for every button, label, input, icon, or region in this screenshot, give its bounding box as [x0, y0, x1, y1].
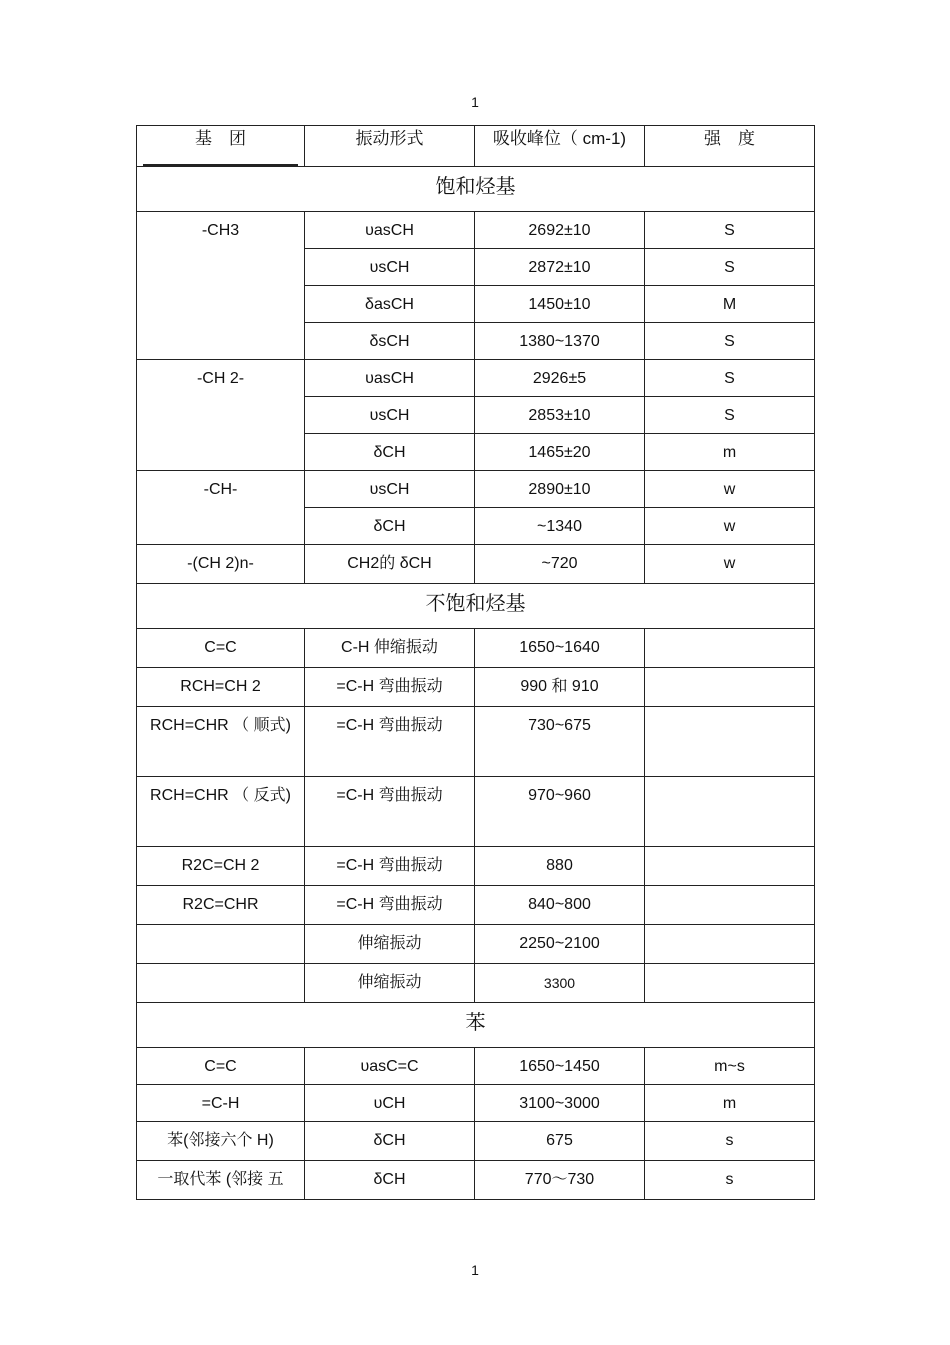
intensity-cell	[645, 629, 815, 668]
intensity-cell: S	[645, 249, 815, 286]
section-title-unsaturated: 不饱和烃基	[137, 584, 815, 629]
table-row	[137, 1085, 815, 1122]
mode-cell: υsCH	[305, 397, 475, 434]
table-row	[137, 925, 815, 964]
table-row	[137, 847, 815, 886]
peak-cell: ~720	[475, 545, 645, 584]
group-cell: RCH=CHR （ 顺式)	[137, 707, 305, 777]
group-cell: C=C	[137, 1048, 305, 1085]
intensity-cell: w	[645, 545, 815, 584]
peak-cell: 840~800	[475, 886, 645, 925]
table-row	[137, 360, 815, 397]
section-row-benzene	[137, 1003, 815, 1048]
group-cell: R2C=CHR	[137, 886, 305, 925]
page-number-bottom: 1	[471, 1262, 479, 1278]
intensity-cell: S	[645, 397, 815, 434]
intensity-cell: m	[645, 434, 815, 471]
intensity-cell	[645, 668, 815, 707]
section-title-benzene: 苯	[137, 1003, 815, 1048]
intensity-cell	[645, 707, 815, 777]
page-number-top: 1	[471, 94, 479, 110]
group-cell: R2C=CH 2	[137, 847, 305, 886]
peak-cell: 970~960	[475, 777, 645, 847]
peak-cell: 1380~1370	[475, 323, 645, 360]
mode-cell: υasCH	[305, 212, 475, 249]
intensity-cell: s	[645, 1161, 815, 1200]
group-cell: 一取代苯 (邻接 五	[137, 1161, 305, 1200]
mode-cell: δCH	[305, 1161, 475, 1200]
group-cell: RCH=CH 2	[137, 668, 305, 707]
peak-cell: 2853±10	[475, 397, 645, 434]
header-intensity: 强 度	[645, 126, 815, 167]
group-cell: C=C	[137, 629, 305, 668]
peak-cell: 2692±10	[475, 212, 645, 249]
intensity-cell: S	[645, 212, 815, 249]
group-cell: -CH3	[137, 212, 305, 360]
mode-cell: C-H 伸缩振动	[305, 629, 475, 668]
peak-cell: 1650~1450	[475, 1048, 645, 1085]
intensity-cell: m~s	[645, 1048, 815, 1085]
table-row	[137, 964, 815, 1003]
intensity-cell: w	[645, 508, 815, 545]
section-row-unsaturated	[137, 584, 815, 629]
intensity-cell: S	[645, 360, 815, 397]
group-cell: 苯(邻接六个 H)	[137, 1122, 305, 1161]
group-cell: RCH=CHR （ 反式)	[137, 777, 305, 847]
table-row	[137, 629, 815, 668]
peak-cell: 2872±10	[475, 249, 645, 286]
mode-cell: =C-H 弯曲振动	[305, 886, 475, 925]
intensity-cell	[645, 925, 815, 964]
intensity-cell	[645, 886, 815, 925]
mode-cell: δCH	[305, 434, 475, 471]
section-row-saturated	[137, 167, 815, 212]
intensity-cell: w	[645, 471, 815, 508]
header-group: 基 团	[137, 126, 305, 167]
group-cell: -(CH 2)n-	[137, 545, 305, 584]
peak-cell: 3100~3000	[475, 1085, 645, 1122]
group-cell: -CH 2-	[137, 360, 305, 471]
intensity-cell: M	[645, 286, 815, 323]
header-peak: 吸收峰位（ cm-1)	[475, 126, 645, 167]
table-row	[137, 1048, 815, 1085]
mode-cell: =C-H 弯曲振动	[305, 777, 475, 847]
table-row	[137, 1161, 815, 1200]
section-title-saturated: 饱和烃基	[137, 167, 815, 212]
mode-cell: 伸缩振动	[305, 925, 475, 964]
table-row	[137, 777, 815, 847]
mode-cell: CH2的 δCH	[305, 545, 475, 584]
table-row	[137, 471, 815, 508]
mode-cell: δasCH	[305, 286, 475, 323]
mode-cell: =C-H 弯曲振动	[305, 668, 475, 707]
peak-cell: 1650~1640	[475, 629, 645, 668]
mode-cell: =C-H 弯曲振动	[305, 847, 475, 886]
intensity-cell	[645, 964, 815, 1003]
mode-cell: δsCH	[305, 323, 475, 360]
intensity-cell	[645, 847, 815, 886]
peak-cell: 730~675	[475, 707, 645, 777]
table-row	[137, 212, 815, 249]
mode-cell: υsCH	[305, 249, 475, 286]
header-mode: 振动形式	[305, 126, 475, 167]
header-row	[137, 126, 815, 167]
mode-cell: 伸缩振动	[305, 964, 475, 1003]
peak-cell: ~1340	[475, 508, 645, 545]
mode-cell: υCH	[305, 1085, 475, 1122]
table-row	[137, 545, 815, 584]
peak-cell: 3300	[475, 964, 645, 1003]
group-cell	[137, 925, 305, 964]
intensity-cell	[645, 777, 815, 847]
header-underline	[143, 152, 298, 166]
table-row	[137, 707, 815, 777]
intensity-cell: m	[645, 1085, 815, 1122]
mode-cell: δCH	[305, 508, 475, 545]
peak-cell: 1465±20	[475, 434, 645, 471]
group-cell: =C-H	[137, 1085, 305, 1122]
peak-cell: 2250~2100	[475, 925, 645, 964]
intensity-cell: S	[645, 323, 815, 360]
peak-cell: 1450±10	[475, 286, 645, 323]
intensity-cell: s	[645, 1122, 815, 1161]
mode-cell: υasC=C	[305, 1048, 475, 1085]
peak-cell: 675	[475, 1122, 645, 1161]
peak-cell: 2926±5	[475, 360, 645, 397]
table-row	[137, 1122, 815, 1161]
peak-cell: 770～730	[475, 1161, 645, 1200]
mode-cell: δCH	[305, 1122, 475, 1161]
table-row	[137, 668, 815, 707]
mode-cell: υasCH	[305, 360, 475, 397]
peak-cell: 2890±10	[475, 471, 645, 508]
group-cell	[137, 964, 305, 1003]
peak-cell: 990 和 910	[475, 668, 645, 707]
mode-cell: υsCH	[305, 471, 475, 508]
group-cell: -CH-	[137, 471, 305, 545]
table-row	[137, 886, 815, 925]
peak-cell: 880	[475, 847, 645, 886]
mode-cell: =C-H 弯曲振动	[305, 707, 475, 777]
ir-absorption-table	[136, 125, 815, 1200]
